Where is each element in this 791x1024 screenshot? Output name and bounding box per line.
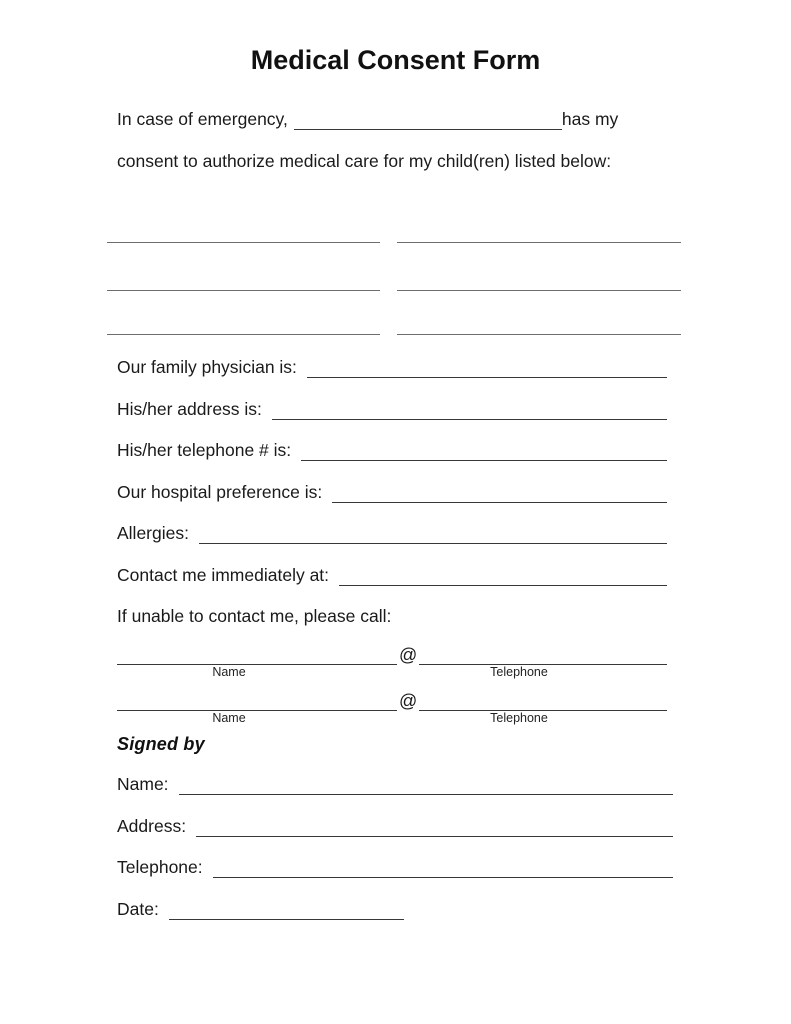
telephone-caption: Telephone [490, 665, 548, 679]
name-caption: Name [212, 711, 246, 725]
intro-line-1 [117, 108, 667, 130]
physician-telephone-label: His/her telephone # is: [117, 440, 292, 460]
field-signer-telephone [117, 856, 673, 878]
signer-address-label: Address: [117, 815, 187, 836]
signer-address-blank[interactable] [196, 834, 673, 837]
child-2-blank[interactable] [397, 242, 681, 243]
intro-text-after: has my [561, 109, 619, 129]
child-5-blank[interactable] [107, 334, 380, 335]
emergency-contact-row-2 [117, 689, 667, 711]
hospital-preference-blank[interactable] [332, 500, 667, 503]
children-name-lines [107, 242, 681, 335]
physician-address-label: His/her address is: [117, 398, 262, 419]
signer-name-label: Name: [117, 774, 169, 794]
emergency-person-blank[interactable] [294, 127, 562, 130]
physician-address-blank[interactable] [272, 417, 667, 420]
field-physician-address [117, 398, 667, 420]
field-signer-name [117, 773, 673, 795]
contact-immediately-blank[interactable] [339, 583, 667, 586]
signer-telephone-label: Telephone: [117, 857, 203, 877]
contact-immediately-label: Contact me immediately at: [117, 564, 330, 585]
field-allergies [117, 522, 667, 544]
allergies-blank[interactable] [199, 541, 667, 544]
signature-section [117, 773, 673, 920]
emergency-contact-labels-2 [117, 711, 667, 726]
name-caption: Name [212, 665, 246, 679]
intro-line-2: consent to authorize medical care for my child(ren) listed below: [117, 151, 612, 171]
child-4-blank[interactable] [397, 290, 681, 291]
form-body [0, 108, 791, 920]
telephone-caption: Telephone [490, 711, 548, 725]
hospital-preference-label: Our hospital preference is: [117, 481, 323, 502]
emergency-contact-row-1 [117, 643, 667, 665]
field-date [117, 898, 673, 920]
signer-name-blank[interactable] [179, 792, 673, 795]
field-family-physician [117, 356, 667, 378]
at-separator: @ [399, 691, 418, 711]
physician-section [117, 356, 667, 586]
field-physician-telephone [117, 439, 667, 461]
form-title: Medical Consent Form [250, 45, 541, 75]
date-label: Date: [117, 898, 159, 919]
emergency-contact-labels-1 [117, 665, 667, 680]
date-blank[interactable] [169, 917, 404, 920]
field-contact-immediately [117, 564, 667, 586]
family-physician-label: Our family physician is: [117, 357, 297, 377]
field-hospital-preference [117, 481, 667, 503]
allergies-label: Allergies: [117, 523, 189, 543]
child-3-blank[interactable] [107, 290, 380, 291]
signed-by-heading: Signed by [117, 734, 205, 754]
child-row-2 [107, 290, 681, 291]
unable-to-contact-text: If unable to contact me, please call: [117, 606, 392, 626]
family-physician-blank[interactable] [307, 375, 667, 378]
child-1-blank[interactable] [107, 242, 380, 243]
at-separator: @ [399, 645, 418, 665]
child-6-blank[interactable] [397, 334, 681, 335]
child-row-1 [107, 242, 681, 243]
signer-telephone-blank[interactable] [213, 875, 673, 878]
field-signer-address [117, 815, 673, 837]
child-row-3 [107, 334, 681, 335]
physician-telephone-blank[interactable] [301, 458, 667, 461]
intro-text-before: In case of emergency, [117, 109, 288, 129]
